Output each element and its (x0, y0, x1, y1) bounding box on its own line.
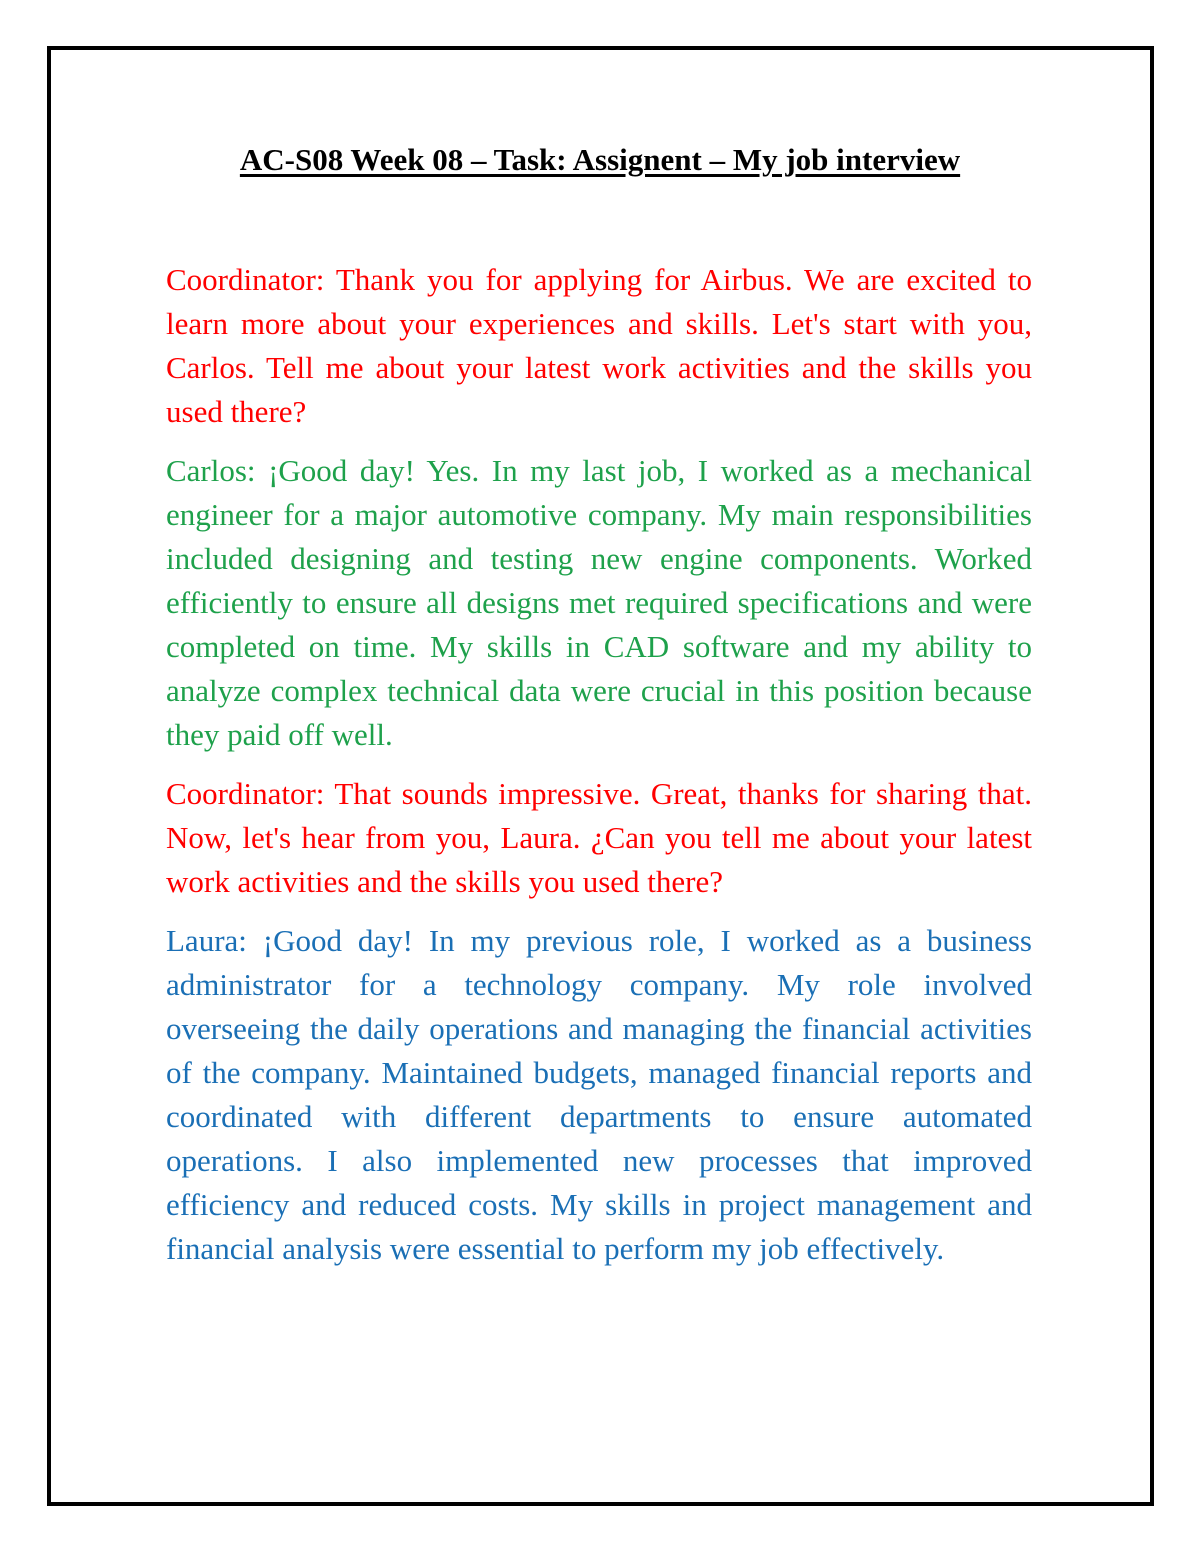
dialogue (166, 258, 1032, 1286)
coordinator-turn: Coordinator: Thank you for applying for Airbus. We are excited to learn more about your experiences and skills. Let's start with you, Carlos. Tell me about your latest work activities and the skills you used there? (166, 262, 1032, 429)
laura-turn: Laura: ¡Good day! In my previous role, I worked as a business administrator for a technology company. My role involved overseeing the daily operations and managing the financial activities of the company. Maintained budgets, managed financial reports and coordinated with different departments to ensure automated operations. I also implemented new processes that improved efficiency and reduced costs. My skills in project management and financial analysis were essential to perform my job effectively. (166, 923, 1032, 1266)
carlos-turn: Carlos: ¡Good day! Yes. In my last job, I worked as a mechanical engineer for a major automotive company. My main responsibilities included designing and testing new engine components. Worked efficiently to ensure all designs met required specifications and were completed on time. My skills in CAD software and my ability to analyze complex technical data were crucial in this position because they paid off well. (166, 453, 1032, 752)
coordinator-turn: Coordinator: That sounds impressive. Great, thanks for sharing that. Now, let's hear from you, Laura. ¿Can you tell me about your latest work activities and the skills you used there? (166, 776, 1032, 899)
page-title: AC-S08 Week 08 – Task: Assignent – My job interview (239, 142, 961, 177)
